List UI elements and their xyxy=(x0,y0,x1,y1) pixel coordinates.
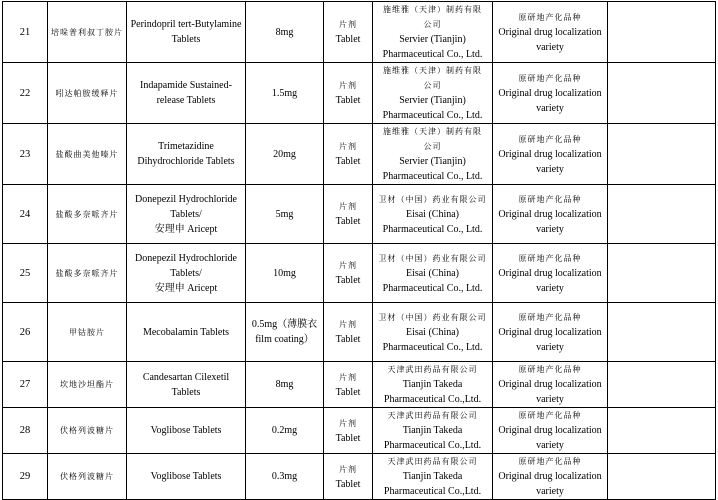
category-cn: 原研地产化品种 xyxy=(518,253,582,263)
dosage-form-cell xyxy=(324,2,373,63)
en-name-cell xyxy=(127,244,246,303)
en-name-cell xyxy=(127,124,246,185)
spec-cell xyxy=(246,303,324,362)
category-cn: 原研地产化品种 xyxy=(518,312,582,322)
company-cn-line: 公司 xyxy=(423,142,442,151)
company-en-line: Eisai (China) xyxy=(405,208,460,220)
spec-line: 8mg xyxy=(275,26,294,38)
empty-cell xyxy=(608,454,716,500)
category-en-line: Original drug localization xyxy=(498,379,602,390)
row-number: 29 xyxy=(19,471,31,482)
empty-cell xyxy=(608,124,716,185)
company-cn-line: 卫材（中国）药业有限公司 xyxy=(378,312,487,322)
row-number: 25 xyxy=(19,267,31,279)
dosage-form-cn: 片剂 xyxy=(339,261,357,270)
empty-cell xyxy=(608,2,716,63)
cn-name-cell xyxy=(48,63,127,124)
category-en-line: Original drug localization xyxy=(498,87,602,99)
company-cell xyxy=(373,244,493,303)
table-body xyxy=(3,2,716,500)
dosage-form-en: Tablet xyxy=(335,334,361,345)
spec-cell xyxy=(246,408,324,454)
en-name-line: Dihydrochloride Tablets xyxy=(137,156,235,167)
en-name-cell xyxy=(127,63,246,124)
category-cell xyxy=(493,408,608,454)
empty-cell xyxy=(608,408,716,454)
dosage-form-cell xyxy=(324,408,373,454)
dosage-form-en: Tablet xyxy=(335,216,361,227)
row-number: 26 xyxy=(19,326,31,338)
row-number: 23 xyxy=(19,148,31,160)
en-name-line: Perindopril tert-Butylamine xyxy=(130,19,242,30)
en-name-line: Mecobalamin Tablets xyxy=(142,326,230,338)
row-number-cell xyxy=(3,63,48,124)
category-cell xyxy=(493,63,608,124)
row-number: 28 xyxy=(19,425,31,436)
row-number-cell xyxy=(3,408,48,454)
spec-line: 8mg xyxy=(275,379,294,390)
company-cn-line: 施维雅（天津）制药有限 xyxy=(383,127,482,136)
cn-name: 盐酸多奈哌齐片 xyxy=(55,209,119,219)
company-cell xyxy=(373,2,493,63)
en-name-line: 安理申 Aricept xyxy=(154,282,218,294)
category-cn: 原研地产化品种 xyxy=(518,194,582,204)
en-name-cell xyxy=(127,362,246,408)
spec-line: 1.5mg xyxy=(271,87,298,99)
dosage-form-en: Tablet xyxy=(335,432,361,444)
dosage-form-cn: 片剂 xyxy=(339,142,357,151)
category-en-line: Original drug localization xyxy=(498,208,602,220)
table-row xyxy=(3,244,716,303)
en-name-line: Tablets xyxy=(171,34,201,45)
category-en-line: variety xyxy=(536,163,564,175)
cn-name: 甲钴胺片 xyxy=(69,327,105,337)
category-en-line: variety xyxy=(536,102,564,114)
category-en-line: Original drug localization xyxy=(498,26,602,38)
en-name-line: Tablets xyxy=(171,386,201,398)
empty-cell xyxy=(608,185,716,244)
en-name-line: Donepezil Hydrochloride xyxy=(135,193,237,205)
row-number: 24 xyxy=(19,208,31,220)
company-en-line: Tianjin Takeda xyxy=(402,425,463,436)
dosage-form-cn: 片剂 xyxy=(339,418,357,428)
dosage-form-cell xyxy=(324,185,373,244)
category-cn: 原研地产化品种 xyxy=(518,134,582,144)
company-en-line: Pharmaceutical Co.,Ltd. xyxy=(383,440,482,451)
dosage-form-cell xyxy=(324,362,373,408)
table-row xyxy=(3,2,716,63)
company-en-line: Pharmaceutical Co.,Ltd. xyxy=(383,486,482,497)
spec-line: 5mg xyxy=(275,208,294,220)
row-number-cell xyxy=(3,454,48,500)
company-cell xyxy=(373,63,493,124)
spec-cell xyxy=(246,2,324,63)
company-cell xyxy=(373,362,493,408)
company-en-line: Servier (Tianjin) xyxy=(399,156,466,167)
table-row xyxy=(3,362,716,408)
company-en-line: Pharmaceutical Co., Ltd. xyxy=(382,223,483,235)
cn-name: 盐酸曲美他嗪片 xyxy=(55,149,119,159)
dosage-form-cn: 片剂 xyxy=(339,320,357,329)
company-cn-line: 天津武田药品有限公司 xyxy=(387,411,478,420)
cn-name-cell xyxy=(48,303,127,362)
category-en-line: Original drug localization xyxy=(498,326,602,338)
row-number: 22 xyxy=(19,87,31,99)
company-en-line: Tianjin Takeda xyxy=(402,379,463,390)
category-en-line: variety xyxy=(536,486,564,497)
cn-name: 吲达帕胺缓释片 xyxy=(55,88,119,98)
company-en-line: Pharmaceutical Co., Ltd. xyxy=(382,49,483,60)
company-cn-line: 公司 xyxy=(423,81,442,90)
en-name-cell xyxy=(127,454,246,500)
dosage-form-cell xyxy=(324,454,373,500)
company-en-line: Eisai (China) xyxy=(405,326,460,338)
category-en-line: variety xyxy=(536,223,564,235)
spec-cell xyxy=(246,244,324,303)
row-number-cell xyxy=(3,303,48,362)
dosage-form-cell xyxy=(324,303,373,362)
spec-cell xyxy=(246,362,324,408)
dosage-form-cn: 片剂 xyxy=(339,81,357,90)
en-name-cell xyxy=(127,2,246,63)
category-en-line: variety xyxy=(536,41,564,53)
category-en-line: variety xyxy=(536,394,564,405)
en-name-line: release Tablets xyxy=(156,95,216,106)
row-number-cell xyxy=(3,124,48,185)
company-cn-line: 卫材（中国）药业有限公司 xyxy=(378,194,487,204)
company-cell xyxy=(373,124,493,185)
drug-list-table xyxy=(2,1,716,500)
dosage-form-en: Tablet xyxy=(335,156,361,167)
category-en-line: Original drug localization xyxy=(498,471,602,482)
company-en-line: Pharmaceutical Co.,Ltd. xyxy=(383,394,482,405)
en-name-cell xyxy=(127,408,246,454)
category-cell xyxy=(493,185,608,244)
empty-cell xyxy=(608,63,716,124)
dosage-form-en: Tablet xyxy=(335,275,361,286)
category-en-line: variety xyxy=(536,282,564,294)
category-en-line: Original drug localization xyxy=(498,267,602,279)
category-cn: 原研地产化品种 xyxy=(518,12,582,22)
cn-name: 坎地沙坦酯片 xyxy=(60,380,114,389)
company-cn-line: 施维雅（天津）制药有限 xyxy=(383,5,482,14)
category-cell xyxy=(493,244,608,303)
category-cn: 原研地产化品种 xyxy=(518,73,582,83)
empty-cell xyxy=(608,303,716,362)
dosage-form-cell xyxy=(324,244,373,303)
cn-name-cell xyxy=(48,408,127,454)
company-en-line: Eisai (China) xyxy=(405,267,460,279)
spec-cell xyxy=(246,63,324,124)
cn-name-cell xyxy=(48,362,127,408)
en-name-line: Tablets/ xyxy=(170,208,202,220)
company-en-line: Pharmaceutical Co., Ltd. xyxy=(382,110,483,121)
row-number-cell xyxy=(3,185,48,244)
dosage-form-cn: 片剂 xyxy=(339,372,357,382)
table-row xyxy=(3,185,716,244)
dosage-form-cn: 片剂 xyxy=(339,202,357,211)
cn-name-cell xyxy=(48,454,127,500)
dosage-form-cell xyxy=(324,63,373,124)
dosage-form-en: Tablet xyxy=(335,34,361,45)
category-cn: 原研地产化品种 xyxy=(518,365,582,374)
table-row xyxy=(3,124,716,185)
category-en-line: variety xyxy=(536,341,564,353)
company-cn-line: 天津武田药品有限公司 xyxy=(387,457,478,466)
table-row xyxy=(3,408,716,454)
company-en-line: Servier (Tianjin) xyxy=(399,34,466,45)
empty-cell xyxy=(608,362,716,408)
company-cell xyxy=(373,454,493,500)
en-name-line: Voglibose Tablets xyxy=(150,471,222,482)
row-number: 27 xyxy=(19,379,31,390)
spec-line: 0.2mg xyxy=(271,425,298,436)
en-name-line: 安理申 Aricept xyxy=(154,223,218,235)
category-en-line: Original drug localization xyxy=(498,425,602,436)
category-en-line: Original drug localization xyxy=(498,148,602,160)
en-name-line: Donepezil Hydrochloride xyxy=(135,252,237,264)
cn-name: 伏格列波糖片 xyxy=(60,472,114,481)
company-en-line: Pharmaceutical Co., Ltd. xyxy=(382,282,483,294)
en-name-cell xyxy=(127,303,246,362)
category-cn: 原研地产化品种 xyxy=(518,457,582,466)
category-cell xyxy=(493,454,608,500)
cn-name: 伏格列波糖片 xyxy=(60,426,114,435)
empty-cell xyxy=(608,244,716,303)
cn-name: 盐酸多奈哌齐片 xyxy=(55,268,119,278)
company-cn-line: 施维雅（天津）制药有限 xyxy=(383,66,482,75)
category-en-line: variety xyxy=(536,440,564,451)
spec-cell xyxy=(246,454,324,500)
company-cell xyxy=(373,185,493,244)
category-cn: 原研地产化品种 xyxy=(518,411,582,420)
company-cell xyxy=(373,408,493,454)
en-name-line: Candesartan Cilexetil xyxy=(142,371,230,383)
category-cell xyxy=(493,362,608,408)
cn-name-cell xyxy=(48,2,127,63)
table-row xyxy=(3,303,716,362)
dosage-form-en: Tablet xyxy=(335,386,361,398)
company-en-line: Pharmaceutical Co., Ltd. xyxy=(382,171,483,182)
cn-name-cell xyxy=(48,244,127,303)
table-row xyxy=(3,63,716,124)
company-en-line: Tianjin Takeda xyxy=(402,471,463,482)
company-cell xyxy=(373,303,493,362)
cn-name-cell xyxy=(48,185,127,244)
company-en-line: Servier (Tianjin) xyxy=(399,95,466,106)
spec-line: 0.3mg xyxy=(271,471,298,482)
dosage-form-cell xyxy=(324,124,373,185)
spec-line: 20mg xyxy=(273,148,296,160)
cn-name-cell xyxy=(48,124,127,185)
spec-line: 10mg xyxy=(273,267,296,279)
company-cn-line: 卫材（中国）药业有限公司 xyxy=(378,253,487,263)
dosage-form-en: Tablet xyxy=(335,95,361,106)
table-row xyxy=(3,454,716,500)
en-name-cell xyxy=(127,185,246,244)
row-number-cell xyxy=(3,244,48,303)
en-name-line: Indapamide Sustained- xyxy=(140,80,232,91)
en-name-line: Voglibose Tablets xyxy=(150,425,222,436)
spec-line: film coating） xyxy=(255,334,314,345)
row-number: 21 xyxy=(19,26,31,38)
cn-name: 培哚普利叔丁胺片 xyxy=(51,27,123,37)
dosage-form-en: Tablet xyxy=(335,478,361,490)
row-number-cell xyxy=(3,362,48,408)
company-cn-line: 天津武田药品有限公司 xyxy=(387,365,478,374)
dosage-form-cn: 片剂 xyxy=(339,20,357,29)
spec-cell xyxy=(246,185,324,244)
category-cell xyxy=(493,2,608,63)
category-cell xyxy=(493,124,608,185)
row-number-cell xyxy=(3,2,48,63)
en-name-line: Trimetazidine xyxy=(158,141,214,152)
spec-cell xyxy=(246,124,324,185)
dosage-form-cn: 片剂 xyxy=(339,464,357,474)
spec-line: 0.5mg（薄膜衣 xyxy=(251,319,318,330)
en-name-line: Tablets/ xyxy=(170,267,202,279)
company-en-line: Pharmaceutical Co., Ltd. xyxy=(382,341,483,353)
company-cn-line: 公司 xyxy=(423,20,442,29)
category-cell xyxy=(493,303,608,362)
